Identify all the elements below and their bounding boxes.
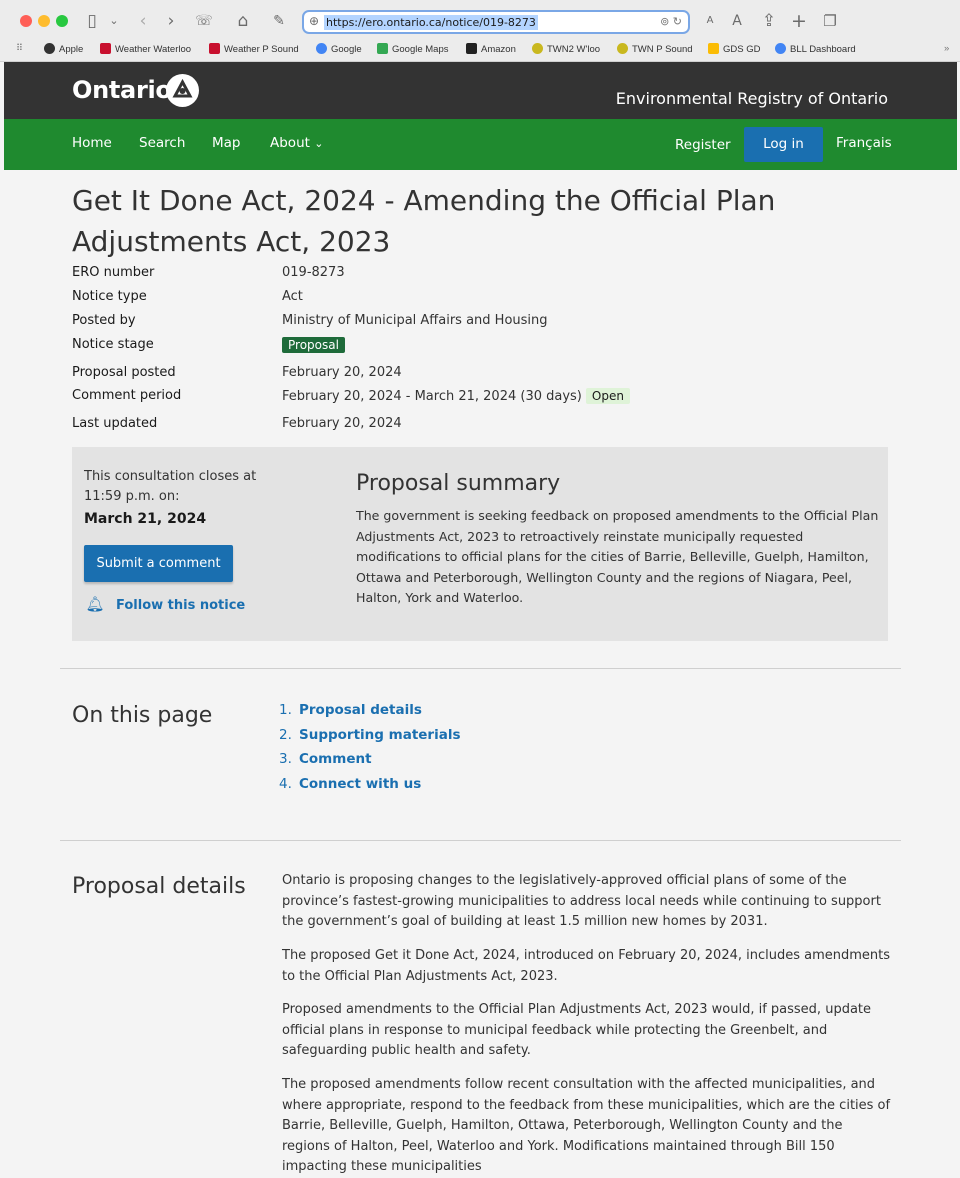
text-larger-icon[interactable]: A [732, 13, 742, 29]
paragraph: Proposed amendments to the Official Plan Adjustments Act, 2023 would, if passed, update official plans in response to municipal feedback while protecting the Greenbelt, and safeguarding public health and safety. [282, 1002, 872, 1058]
meta-last-updated: Last updated February 20, 2024 [72, 416, 402, 431]
globe-icon: ⊕ [309, 14, 320, 28]
summary-title: Proposal summary [356, 471, 561, 496]
status-badge: Proposal [282, 337, 345, 353]
bookmark-weather-p-sound[interactable]: Weather P Sound [209, 43, 299, 55]
meta-comment-period: Comment period February 20, 2024 - March 21, 2024 (30 days) Open [72, 388, 872, 410]
meta-notice-type: Notice type Act [72, 289, 303, 304]
on-this-page-title: On this page [72, 703, 213, 728]
toc-link-comment[interactable]: 3. Comment [279, 751, 372, 767]
google-icon [316, 43, 327, 54]
chevron-down-icon: ⌄ [314, 137, 324, 150]
forward-icon[interactable]: › [167, 11, 175, 31]
bookmark-amazon[interactable]: Amazon [466, 43, 516, 55]
share-icon[interactable]: ⇪ [761, 11, 777, 31]
grid-icon[interactable]: ⠿ [16, 43, 23, 54]
minimize-window-button[interactable] [38, 15, 50, 27]
summary-text: The government is seeking feedback on proposed amendments to the Official Plan Adjustments Act, 2023 to retroactively reinstate municipally requested modifications to official plans for the cities of Barrie, Belleville, Guelph, Hamilton, Ottawa and Peterborough, Wellington County and the regions of Niagara, Peel, Halton, York and Waterloo. [356, 508, 879, 605]
sidebar-icon[interactable]: ▯ [87, 11, 97, 31]
maps-icon [377, 43, 388, 54]
maple-leaf-icon [209, 43, 220, 54]
nav-search[interactable]: Search [139, 135, 186, 151]
edit-icon[interactable]: ✎ [273, 13, 285, 29]
back-icon[interactable]: ‹ [139, 11, 147, 31]
page-title: Get It Done Act, 2024 - Amending the Official Plan Adjustments Act, 2023 [72, 184, 776, 258]
bookmark-bll-dashboard[interactable]: BLL Dashboard [775, 43, 856, 55]
meta-proposal-posted: Proposal posted February 20, 2024 [72, 365, 402, 380]
address-bar[interactable] [302, 10, 690, 34]
bookmark-twn-p-sound[interactable]: TWN P Sound [617, 43, 693, 55]
consultation-box [72, 447, 888, 641]
bookmark-weather-waterloo[interactable]: Weather Waterloo [100, 43, 191, 55]
maximize-window-button[interactable] [56, 15, 68, 27]
open-badge: Open [586, 388, 630, 404]
close-window-button[interactable] [20, 15, 32, 27]
bookmark-google[interactable]: Google [316, 43, 362, 55]
meta-ero-number: ERO number 019-8273 [72, 265, 345, 280]
divider [60, 668, 901, 669]
site-header [4, 62, 957, 119]
toc-link-proposal-details[interactable]: 1. Proposal details [279, 702, 422, 718]
main-nav [4, 119, 957, 170]
follow-notice-link[interactable]: 🔔︎ Follow this notice [85, 595, 246, 613]
bell-icon: 🔔︎ [85, 595, 105, 613]
nav-register[interactable]: Register [675, 137, 731, 153]
nav-home[interactable]: Home [72, 135, 112, 151]
reader-icon[interactable]: ☏ [195, 13, 213, 29]
paragraph: The proposed Get it Done Act, 2024, introduced on February 20, 2024, includes amendments to the Official Plan Adjustments Act, 2023. [282, 948, 891, 984]
meta-notice-stage: Notice stage Proposal [72, 337, 872, 359]
amazon-icon [466, 43, 477, 54]
toc-link-connect[interactable]: 4. Connect with us [279, 776, 422, 792]
reload-icon[interactable]: ⊚ ↻ [660, 15, 682, 28]
divider [60, 840, 901, 841]
browser-toolbar [0, 0, 960, 40]
paragraph: The proposed amendments follow recent consultation with the affected municipalities, and where appropriate, respond to the feedback from these municipalities, which are the cities of Barrie, Belleville, Guelph, Hamilton, Ottawa, Peterborough, Wellington County and the regions of Halton, Peel, Waterloo and York. Modifications maintained through Bill 150 impacting these municipalities [282, 1077, 891, 1174]
bookmarks-bar [0, 40, 960, 60]
address-text[interactable]: https://ero.ontario.ca/notice/019-8273 [326, 16, 536, 29]
ontario-logo[interactable]: Ontario [72, 76, 172, 104]
twn-icon [617, 43, 628, 54]
google-icon [775, 43, 786, 54]
proposal-details-title: Proposal details [72, 874, 246, 899]
paragraph: Ontario is proposing changes to the legislatively-approved official plans of some of the province’s fastest-growing municipalities to address local needs while continuing to support the government’s goal of building at least 1.5 million new homes by 2031. [282, 873, 881, 929]
nav-map[interactable]: Map [212, 135, 241, 151]
text-smaller-icon[interactable]: A [706, 15, 714, 26]
browser-chrome [0, 0, 960, 62]
drive-icon [708, 43, 719, 54]
home-icon[interactable]: ⌂ [237, 11, 249, 31]
chevron-down-icon[interactable]: ⌄ [109, 14, 119, 27]
maple-leaf-icon [100, 43, 111, 54]
meta-posted-by: Posted by Ministry of Municipal Affairs and Housing [72, 313, 548, 328]
bookmark-twn2-wloo[interactable]: TWN2 W'loo [532, 43, 600, 55]
page [4, 62, 957, 1174]
more-bookmarks-icon[interactable]: » [944, 43, 950, 54]
site-title[interactable]: Environmental Registry of Ontario [615, 89, 888, 108]
bookmark-google-maps[interactable]: Google Maps [377, 43, 449, 55]
nav-language[interactable]: Français [836, 135, 892, 151]
closes-date: March 21, 2024 [84, 511, 207, 527]
nav-about[interactable]: About ⌄ [270, 135, 324, 151]
closes-text: This consultation closes at 11:59 p.m. on: [84, 469, 257, 504]
login-button[interactable]: Log in [744, 127, 823, 162]
bookmark-apple[interactable]: Apple [44, 43, 83, 55]
twn-icon [532, 43, 543, 54]
bookmark-gds-gd[interactable]: GDS GD [708, 43, 760, 55]
tabs-overview-icon[interactable]: ❐ [823, 12, 837, 30]
trillium-icon[interactable] [166, 74, 199, 107]
new-tab-icon[interactable]: + [791, 10, 807, 32]
toc-link-supporting-materials[interactable]: 2. Supporting materials [279, 727, 461, 743]
submit-comment-button[interactable]: Submit a comment [84, 545, 233, 582]
apple-icon [44, 43, 55, 54]
